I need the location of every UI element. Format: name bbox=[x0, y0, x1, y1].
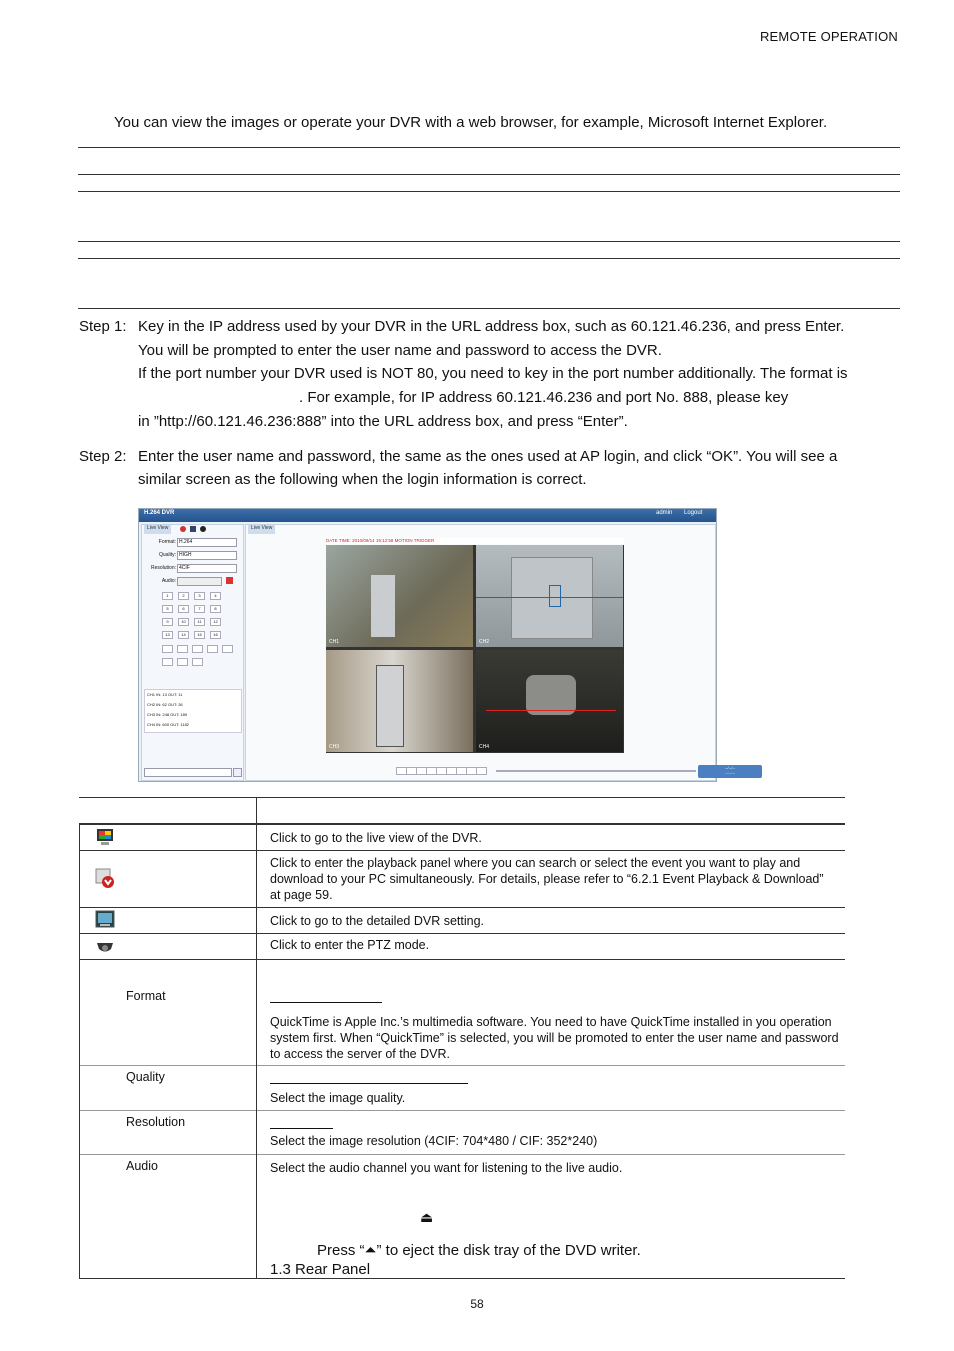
osd-overlay: DATE TIME: 2010/09/14 19:12:58 MOTION TRIGGER bbox=[326, 538, 624, 544]
eject-text: Press “⏶” to eject the disk tray of the DVD writer. bbox=[317, 1242, 641, 1259]
live-view-icon bbox=[96, 828, 114, 846]
control-panel bbox=[141, 524, 244, 781]
format-label: Format: bbox=[158, 539, 176, 545]
underline bbox=[270, 1002, 382, 1003]
title-bar bbox=[139, 509, 716, 522]
audio-desc: Select the audio channel you want for listening to the live audio. bbox=[270, 1161, 623, 1175]
tab-live-view[interactable]: Live View bbox=[144, 525, 171, 534]
channel-button[interactable]: 7 bbox=[194, 605, 205, 613]
camera-view-4[interactable]: CH4 bbox=[476, 650, 623, 752]
split-9-button[interactable] bbox=[192, 645, 203, 653]
user-name: admin bbox=[656, 510, 673, 516]
table-rule bbox=[79, 850, 845, 851]
quality-select[interactable]: HIGH bbox=[177, 551, 237, 560]
logout-link[interactable]: Logout bbox=[684, 510, 703, 516]
split-c-button[interactable] bbox=[192, 658, 203, 666]
camera-grid[interactable] bbox=[326, 545, 624, 753]
table-rule bbox=[79, 1110, 845, 1111]
channel-button[interactable]: 2 bbox=[178, 592, 189, 600]
speaker-icon[interactable] bbox=[226, 577, 233, 584]
app-title: H.264 DVR bbox=[144, 510, 175, 516]
channel-button[interactable]: 12 bbox=[210, 618, 221, 626]
fullscreen-button[interactable] bbox=[222, 645, 233, 653]
channel-button[interactable]: 15 bbox=[194, 631, 205, 639]
time-display: --/--/-- --:--:-- bbox=[698, 765, 762, 778]
eject-icon: ⏏ bbox=[420, 1209, 434, 1225]
table-rule bbox=[79, 797, 845, 798]
counter-panel bbox=[144, 689, 242, 733]
quality-row-label: Quality bbox=[126, 1070, 165, 1084]
divider bbox=[78, 147, 900, 148]
dvr-web-screenshot bbox=[138, 508, 736, 782]
audio-select[interactable] bbox=[177, 577, 222, 586]
underline bbox=[270, 1128, 333, 1129]
table-border bbox=[79, 823, 80, 1279]
divider bbox=[78, 241, 900, 242]
split-4-button[interactable] bbox=[177, 645, 188, 653]
row-desc: Click to enter the PTZ mode. bbox=[270, 938, 430, 952]
sequence-button[interactable] bbox=[207, 645, 218, 653]
table-rule bbox=[79, 1065, 845, 1066]
rear-panel-heading: 1.3 Rear Panel bbox=[270, 1261, 371, 1278]
split-b-button[interactable] bbox=[177, 658, 188, 666]
step2-line: Enter the user name and password, the same as the ones used at AP login, and click “OK”. You will see a bbox=[138, 448, 838, 465]
table-border bbox=[256, 797, 257, 1279]
table-rule bbox=[79, 1278, 845, 1279]
divider bbox=[78, 191, 900, 192]
table-rule bbox=[79, 907, 845, 908]
resolution-select[interactable]: 4CIF bbox=[177, 564, 237, 573]
quality-label: Quality: bbox=[159, 552, 176, 558]
resolution-row-label: Resolution bbox=[126, 1115, 186, 1129]
stat-row: CH4 IN: 600 OUT: 1182 bbox=[147, 722, 190, 727]
playback-controls bbox=[396, 765, 766, 777]
door-image bbox=[371, 575, 395, 637]
step2-line: similar screen as the following when the login information is correct. bbox=[138, 471, 587, 488]
playback-icon bbox=[96, 869, 114, 887]
resolution-desc: Select the image resolution (4CIF: 704*480 / CIF: 352*240) bbox=[270, 1134, 598, 1148]
underline bbox=[270, 1083, 468, 1084]
step1-line: You will be prompted to enter the user name and password to access the DVR. bbox=[138, 342, 662, 359]
ptz-icon bbox=[96, 937, 114, 955]
channel-button[interactable]: 13 bbox=[162, 631, 173, 639]
table-rule bbox=[79, 959, 845, 960]
dvr-setting-icon bbox=[96, 911, 114, 929]
search-icon[interactable] bbox=[233, 768, 242, 777]
audio-row-label: Audio bbox=[126, 1159, 158, 1173]
arrow-up-icon bbox=[549, 585, 561, 607]
row-desc: Click to go to the detailed DVR setting. bbox=[270, 914, 485, 928]
step1-label: Step 1: bbox=[79, 318, 127, 335]
channel-button[interactable]: 6 bbox=[178, 605, 189, 613]
main-tab-live-view: Live View bbox=[248, 525, 275, 534]
setting-icon[interactable] bbox=[190, 526, 196, 532]
table-rule bbox=[79, 823, 845, 825]
stat-row: CH1 IN: 13 OUT: 11 bbox=[147, 692, 183, 697]
channel-button[interactable]: 9 bbox=[162, 618, 173, 626]
channel-button[interactable]: 1 bbox=[162, 592, 173, 600]
format-row-label: Format bbox=[126, 989, 166, 1003]
intro-text: You can view the images or operate your DVR with a web browser, for example, Microsoft Internet Explorer. bbox=[114, 114, 828, 131]
zoom-button[interactable] bbox=[476, 767, 487, 775]
divider bbox=[78, 174, 900, 175]
step2-label: Step 2: bbox=[79, 448, 127, 465]
channel-button[interactable]: 14 bbox=[178, 631, 189, 639]
section-header: REMOTE OPERATION bbox=[759, 29, 898, 44]
channel-button[interactable]: 3 bbox=[194, 592, 205, 600]
row-desc: Click to enter the playback panel where you can search or select the event you want to play and download to your PC simultaneously. For details, please refer to “6.2.1 Event Playback & Download” at page 59. bbox=[270, 856, 824, 902]
format-select[interactable]: H.264 bbox=[177, 538, 237, 547]
search-input[interactable] bbox=[144, 768, 232, 777]
channel-button[interactable]: 10 bbox=[178, 618, 189, 626]
ptz-icon[interactable] bbox=[200, 526, 206, 532]
channel-button[interactable]: 16 bbox=[210, 631, 221, 639]
channel-button[interactable]: 5 bbox=[162, 605, 173, 613]
split-buttons bbox=[162, 645, 232, 653]
camera-view-3[interactable]: CH3 bbox=[326, 650, 473, 752]
timeline-slider[interactable] bbox=[496, 770, 696, 772]
divider bbox=[78, 308, 900, 309]
step1-line: Key in the IP address used by your DVR in the URL address box, such as 60.121.46.236, and press Enter. bbox=[138, 318, 845, 335]
step1-line: . For example, for IP address 60.121.46.236 and port No. 888, please key bbox=[299, 389, 789, 406]
live-view-panel bbox=[245, 524, 736, 781]
split-1-button[interactable] bbox=[162, 645, 173, 653]
table-rule bbox=[79, 933, 845, 934]
channel-button[interactable]: 8 bbox=[210, 605, 221, 613]
camera-view-1[interactable]: CH1 bbox=[326, 545, 473, 647]
door-image bbox=[376, 665, 404, 747]
audio-label: Audio: bbox=[161, 578, 176, 584]
format-desc: QuickTime is Apple Inc.’s multimedia software. You need to have QuickTime installed in you operation system first. When “QuickTime” is selected, you will be promoted to enter the user name and password to access the server of the DVR. bbox=[270, 1015, 839, 1061]
step1-line: in ”http://60.121.46.236:888” into the URL address box, and press “Enter”. bbox=[138, 413, 628, 430]
stat-row: CH2 IN: 62 OUT: 26 bbox=[147, 702, 183, 707]
page-number: 58 bbox=[470, 1297, 484, 1311]
car-image bbox=[526, 675, 576, 715]
quality-desc: Select the image quality. bbox=[270, 1091, 406, 1105]
divider bbox=[78, 258, 900, 259]
channel-button[interactable]: 4 bbox=[210, 592, 221, 600]
resolution-label: Resolution: bbox=[150, 565, 176, 571]
split-a-button[interactable] bbox=[162, 658, 173, 666]
stat-row: CH3 IN: 248 OUT: 189 bbox=[147, 712, 188, 717]
camera-view-2[interactable]: CH2 bbox=[476, 545, 623, 647]
table-rule bbox=[79, 1154, 845, 1155]
channel-button[interactable]: 11 bbox=[194, 618, 205, 626]
row-desc: Click to go to the live view of the DVR. bbox=[270, 831, 482, 845]
playback-icon[interactable] bbox=[180, 526, 186, 532]
detection-line bbox=[486, 710, 616, 711]
step1-line: If the port number your DVR used is NOT 80, you need to key in the port number additionally. The format is bbox=[138, 365, 848, 382]
